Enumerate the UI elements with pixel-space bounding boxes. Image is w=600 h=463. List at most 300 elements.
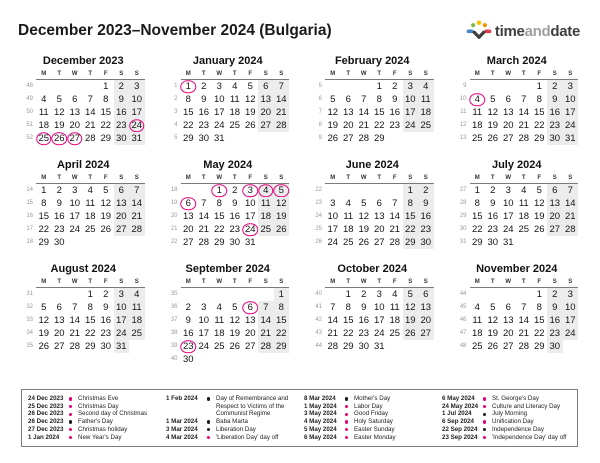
day-cell: 14	[518, 107, 530, 118]
day-cell: 25	[258, 223, 274, 236]
day-cell: 1	[212, 184, 228, 197]
legend-entry	[442, 418, 571, 426]
day-cell: 5	[330, 94, 336, 105]
week-number-gutter	[456, 174, 470, 184]
day-cell: 14	[274, 93, 290, 106]
day-cell: 17	[69, 211, 81, 222]
day-cell: 4	[392, 289, 398, 300]
weekday-header: S	[403, 70, 419, 80]
day-cell: 17	[563, 106, 579, 119]
empty-day-cell	[516, 80, 532, 93]
legend-holiday-name: Easter Sunday	[354, 425, 395, 433]
day-cell: 16	[358, 315, 370, 326]
legend-date: 27 Dec 2023	[28, 425, 64, 433]
day-cell: 3	[505, 185, 511, 196]
day-cell: 4	[345, 198, 351, 209]
day-cell: 29	[100, 133, 112, 144]
week-number: 9	[318, 135, 322, 141]
weekday-header: W	[212, 278, 228, 288]
empty-day-cell	[325, 184, 341, 197]
day-cell: 29	[533, 133, 545, 144]
day-cell: 20	[258, 106, 274, 119]
day-cell: 1	[536, 289, 542, 300]
day-cell: 17	[502, 211, 514, 222]
empty-day-cell	[227, 353, 243, 366]
legend-entry	[28, 410, 157, 418]
weekday-header: T	[196, 278, 212, 288]
week-number-gutter	[22, 174, 36, 184]
day-cell: 13	[547, 197, 563, 210]
month-calendar	[161, 70, 296, 145]
week-number: 46	[459, 317, 467, 323]
day-cell: 21	[358, 120, 370, 131]
empty-day-cell	[243, 288, 259, 301]
legend-holiday-name: New Year's Day	[78, 433, 122, 441]
weekday-header: F	[532, 174, 548, 184]
day-cell: 31	[244, 237, 256, 248]
legend-entry	[28, 418, 157, 426]
day-cell: 23	[547, 119, 563, 132]
day-cell: 19	[533, 211, 545, 222]
pink-holiday-dot-icon	[69, 410, 78, 418]
week-number: 12	[459, 122, 467, 128]
weekday-header: F	[98, 70, 114, 80]
day-cell: 26	[358, 237, 370, 248]
weekday-header: S	[129, 278, 145, 288]
day-cell: 3	[403, 80, 419, 93]
week-number: 52	[26, 135, 33, 141]
legend-date: 1 Jan 2024	[28, 433, 60, 441]
day-cell: 15	[533, 107, 545, 118]
day-cell: 27	[502, 341, 514, 352]
day-cell: 11	[472, 315, 483, 326]
day-cell: 30	[547, 340, 563, 353]
empty-day-cell	[470, 288, 486, 301]
day-cell: 8	[536, 94, 542, 105]
month-calendar	[305, 70, 440, 145]
month-december-2023	[16, 54, 151, 157]
day-cell: 9	[232, 198, 238, 209]
day-cell: 19	[358, 224, 370, 235]
day-cell: 5	[274, 184, 290, 197]
month-calendar	[305, 278, 440, 353]
legend-holiday-name: 'Independence Day' day off	[492, 433, 567, 441]
month-calendar	[161, 278, 296, 366]
holiday-legend	[21, 389, 578, 447]
day-cell: 4	[258, 184, 274, 197]
legend-column-3	[304, 395, 433, 441]
week-number: 51	[26, 122, 33, 128]
week-number: 5	[174, 135, 178, 141]
empty-day-cell	[274, 236, 290, 249]
day-cell: 30	[487, 237, 499, 248]
legend-holiday-name: July Morning	[492, 410, 528, 418]
day-cell: 6	[376, 198, 382, 209]
day-cell: 1	[181, 80, 197, 93]
day-cell: 28	[84, 133, 96, 144]
day-cell: 8	[274, 301, 290, 314]
weekday-header: S	[563, 70, 579, 80]
legend-entry	[442, 410, 571, 418]
day-cell: 17	[327, 224, 339, 235]
weekday-header: W	[212, 174, 228, 184]
day-cell: 9	[56, 198, 62, 209]
day-cell: 2	[185, 302, 191, 313]
pink-holiday-dot-icon	[345, 418, 354, 426]
day-cell: 10	[502, 198, 514, 209]
legend-entry	[442, 395, 571, 403]
day-cell: 1	[274, 288, 290, 301]
weekday-header: T	[485, 278, 501, 288]
weekday-header: W	[501, 174, 517, 184]
week-number: 48	[459, 343, 467, 349]
day-cell: 2	[547, 288, 563, 301]
legend-entry	[442, 434, 571, 442]
day-cell: 28	[129, 223, 145, 236]
day-cell: 26	[487, 341, 499, 352]
day-cell: 12	[487, 315, 499, 326]
weekday-header: S	[258, 174, 274, 184]
day-cell: 1	[474, 185, 480, 196]
week-number: 6	[318, 96, 322, 102]
day-cell: 14	[389, 211, 401, 222]
day-cell: 1	[403, 184, 419, 197]
legend-date: 24 May 2024	[442, 402, 479, 410]
day-cell: 28	[358, 133, 370, 144]
week-number: 38	[170, 330, 178, 336]
weekday-header: T	[227, 70, 243, 80]
day-cell: 21	[518, 120, 530, 131]
week-number: 28	[459, 200, 467, 206]
day-cell: 2	[232, 185, 238, 196]
day-cell: 18	[471, 328, 483, 339]
week-number-gutter	[311, 174, 325, 184]
week-number: 43	[315, 330, 322, 336]
day-cell: 22	[533, 120, 545, 131]
day-cell: 11	[129, 301, 145, 314]
empty-day-cell	[501, 288, 517, 301]
empty-day-cell	[516, 288, 532, 301]
legend-entry	[304, 426, 433, 434]
day-cell: 27	[114, 223, 130, 236]
day-cell: 25	[229, 120, 241, 131]
week-number: 32	[26, 304, 33, 310]
day-cell: 3	[216, 81, 222, 92]
empty-day-cell	[387, 340, 403, 353]
day-cell: 9	[201, 94, 207, 105]
weekday-header: W	[67, 70, 83, 80]
day-cell: 31	[213, 133, 225, 144]
day-cell: 25	[213, 341, 225, 352]
legend-entry	[28, 403, 157, 411]
day-cell: 28	[274, 119, 290, 132]
day-cell: 23	[229, 224, 241, 235]
day-cell: 1	[41, 185, 47, 196]
legend-date: 24 Dec 2023	[28, 395, 64, 402]
empty-day-cell	[387, 132, 403, 145]
day-cell: 25	[342, 237, 354, 248]
day-cell: 12	[38, 315, 50, 326]
day-cell: 22	[38, 224, 50, 235]
day-cell: 9	[547, 301, 563, 314]
weekday-header: F	[532, 278, 548, 288]
day-cell: 3	[563, 80, 579, 93]
day-cell: 25	[389, 328, 401, 339]
day-cell: 20	[342, 120, 354, 131]
day-cell: 8	[87, 302, 93, 313]
day-cell: 27	[502, 133, 514, 144]
legend-holiday-name: Father's Day	[78, 418, 113, 426]
day-cell: 20	[418, 314, 434, 327]
day-cell: 27	[182, 237, 194, 248]
weekday-header: T	[485, 70, 501, 80]
day-cell: 2	[114, 80, 130, 93]
legend-holiday-name: Independence Day	[492, 425, 544, 433]
month-title: September 2024	[185, 263, 270, 275]
week-number: 22	[170, 239, 178, 245]
week-number: 2	[174, 96, 178, 102]
empty-day-cell	[532, 236, 548, 249]
day-cell: 25	[84, 224, 96, 235]
pink-holiday-dot-icon	[69, 426, 78, 434]
empty-day-cell	[181, 184, 197, 197]
month-calendar	[450, 174, 585, 249]
day-cell: 14	[258, 314, 274, 327]
day-cell: 30	[53, 237, 65, 248]
day-cell: 21	[69, 328, 81, 339]
weekday-header: F	[98, 174, 114, 184]
empty-day-cell	[196, 184, 212, 197]
legend-date: 4 May 2024	[304, 418, 337, 426]
day-cell: 19	[327, 120, 339, 131]
weekday-header: T	[516, 278, 532, 288]
weekday-header: W	[356, 174, 372, 184]
month-calendar	[305, 174, 440, 249]
day-cell: 21	[258, 327, 274, 340]
legend-entry	[166, 418, 295, 426]
week-number-gutter	[311, 70, 325, 80]
weekday-header: S	[114, 70, 130, 80]
day-cell: 17	[129, 106, 145, 119]
weekday-header: S	[274, 174, 290, 184]
weekday-header: M	[181, 278, 197, 288]
day-cell: 30	[547, 132, 563, 145]
week-number: 18	[26, 239, 33, 245]
day-cell: 19	[403, 314, 419, 327]
day-cell: 24	[327, 237, 339, 248]
pink-holiday-dot-icon	[345, 410, 354, 418]
legend-holiday-name: Labor Day	[354, 402, 383, 410]
legend-entry	[304, 403, 433, 411]
week-number: 15	[26, 200, 33, 206]
day-cell: 13	[182, 211, 194, 222]
day-cell: 7	[330, 302, 336, 313]
day-cell: 22	[84, 328, 96, 339]
empty-day-cell	[341, 80, 357, 93]
day-cell: 27	[342, 133, 354, 144]
day-cell: 23	[389, 120, 401, 131]
day-cell: 2	[361, 289, 367, 300]
empty-day-cell	[67, 80, 83, 93]
weekday-header: T	[52, 278, 68, 288]
empty-day-cell	[485, 288, 501, 301]
day-cell: 19	[274, 210, 290, 223]
week-number: 3	[174, 109, 178, 115]
week-number-gutter	[22, 70, 36, 80]
day-cell: 19	[487, 328, 499, 339]
weekday-header: W	[356, 70, 372, 80]
day-cell: 10	[114, 301, 130, 314]
day-cell: 13	[342, 107, 354, 118]
week-number: 21	[170, 226, 178, 232]
logo-text: timeanddate	[494, 22, 580, 40]
legend-holiday-name: 'Liberation Day' day off	[216, 433, 279, 441]
weekday-header: S	[258, 70, 274, 80]
day-cell: 6	[72, 94, 78, 105]
day-cell: 29	[471, 237, 483, 248]
weekday-header: S	[418, 70, 434, 80]
day-cell: 3	[563, 288, 579, 301]
month-july-2024	[450, 158, 585, 261]
week-number: 8	[318, 122, 322, 128]
day-cell: 24	[502, 224, 514, 235]
day-cell: 7	[274, 80, 290, 93]
month-title: August 2024	[50, 263, 116, 275]
day-cell: 29	[533, 341, 545, 352]
legend-entry	[442, 426, 571, 434]
day-cell: 27	[53, 341, 65, 352]
legend-date: 1 Mar 2024	[166, 418, 198, 426]
day-cell: 19	[487, 120, 499, 131]
day-cell: 13	[502, 107, 514, 118]
month-october-2024	[305, 262, 440, 365]
empty-day-cell	[325, 288, 341, 301]
week-number: 10	[459, 96, 467, 102]
weekday-header: F	[387, 278, 403, 288]
month-august-2024	[16, 262, 151, 365]
month-calendar	[450, 70, 585, 145]
day-cell: 7	[72, 302, 78, 313]
empty-day-cell	[341, 184, 357, 197]
day-cell: 15	[373, 107, 385, 118]
legend-entry	[28, 434, 157, 442]
weekday-header: M	[470, 174, 486, 184]
empty-day-cell	[356, 184, 372, 197]
month-calendar	[16, 70, 151, 145]
empty-day-cell	[212, 288, 228, 301]
day-cell: 20	[69, 120, 81, 131]
weekday-header: M	[181, 70, 197, 80]
day-cell: 14	[563, 197, 579, 210]
weekday-header: T	[372, 174, 388, 184]
black-holiday-dot-icon	[345, 395, 354, 403]
day-cell: 8	[185, 94, 191, 105]
day-cell: 13	[114, 197, 130, 210]
month-february-2024	[305, 54, 440, 157]
day-cell: 24	[243, 223, 259, 236]
day-cell: 13	[502, 315, 514, 326]
day-cell: 18	[471, 120, 483, 131]
day-cell: 22	[471, 224, 483, 235]
day-cell: 4	[232, 81, 238, 92]
day-cell: 28	[327, 341, 339, 352]
weekday-header: T	[83, 278, 99, 288]
day-cell: 26	[403, 327, 419, 340]
day-cell: 8	[403, 197, 419, 210]
empty-day-cell	[258, 132, 274, 145]
month-title: February 2024	[334, 55, 410, 67]
week-number: 48	[26, 83, 33, 89]
day-cell: 29	[38, 237, 50, 248]
week-number: 50	[26, 109, 33, 115]
legend-holiday-name: Good Friday	[354, 410, 389, 418]
black-holiday-dot-icon	[207, 426, 216, 434]
empty-day-cell	[98, 236, 114, 249]
day-cell: 8	[376, 94, 382, 105]
month-title: July 2024	[491, 159, 542, 171]
legend-holiday-name: Christmas Eve	[78, 395, 119, 402]
day-cell: 31	[114, 340, 130, 353]
day-cell: 15	[274, 314, 290, 327]
day-cell: 23	[358, 328, 370, 339]
day-cell: 28	[518, 341, 530, 352]
weekday-header: F	[532, 70, 548, 80]
pink-holiday-dot-icon	[483, 434, 492, 442]
day-cell: 29	[213, 237, 225, 248]
day-cell: 17	[213, 107, 225, 118]
pink-holiday-dot-icon	[69, 403, 78, 411]
week-number: 45	[459, 304, 467, 310]
week-number: 47	[459, 330, 467, 336]
day-cell: 20	[502, 328, 514, 339]
weekday-header: S	[563, 174, 579, 184]
day-cell: 16	[547, 314, 563, 327]
empty-day-cell	[227, 288, 243, 301]
pink-holiday-dot-icon	[207, 434, 216, 442]
legend-holiday-name: Day of Remembrance and Respect to Victims of the Communist Regime	[216, 395, 289, 418]
month-calendar	[16, 174, 151, 249]
day-cell: 22	[213, 224, 225, 235]
week-number: 31	[26, 291, 33, 297]
weekday-header: S	[547, 174, 563, 184]
pink-holiday-dot-icon	[345, 403, 354, 411]
day-cell: 26	[229, 341, 241, 352]
legend-holiday-name: Baba Marta	[216, 418, 248, 426]
day-cell: 24	[129, 119, 145, 132]
day-cell: 4	[418, 80, 434, 93]
day-cell: 30	[229, 237, 241, 248]
day-cell: 11	[389, 302, 400, 313]
pink-holiday-dot-icon	[69, 395, 78, 403]
empty-day-cell	[129, 236, 145, 249]
legend-column-4	[442, 395, 571, 441]
day-cell: 7	[521, 94, 527, 105]
day-cell: 22	[373, 120, 385, 131]
day-cell: 11	[472, 107, 483, 118]
day-cell: 13	[418, 301, 434, 314]
day-cell: 16	[418, 210, 434, 223]
week-number: 1	[174, 83, 178, 89]
day-cell: 18	[518, 211, 530, 222]
empty-day-cell	[243, 353, 259, 366]
day-cell: 9	[361, 302, 367, 313]
day-cell: 6	[258, 80, 274, 93]
legend-date: 26 Dec 2023	[28, 410, 64, 418]
black-holiday-dot-icon	[483, 426, 492, 434]
month-calendar	[450, 278, 585, 353]
legend-holiday-name: Mother's Day	[354, 395, 391, 402]
weekday-header: T	[196, 174, 212, 184]
